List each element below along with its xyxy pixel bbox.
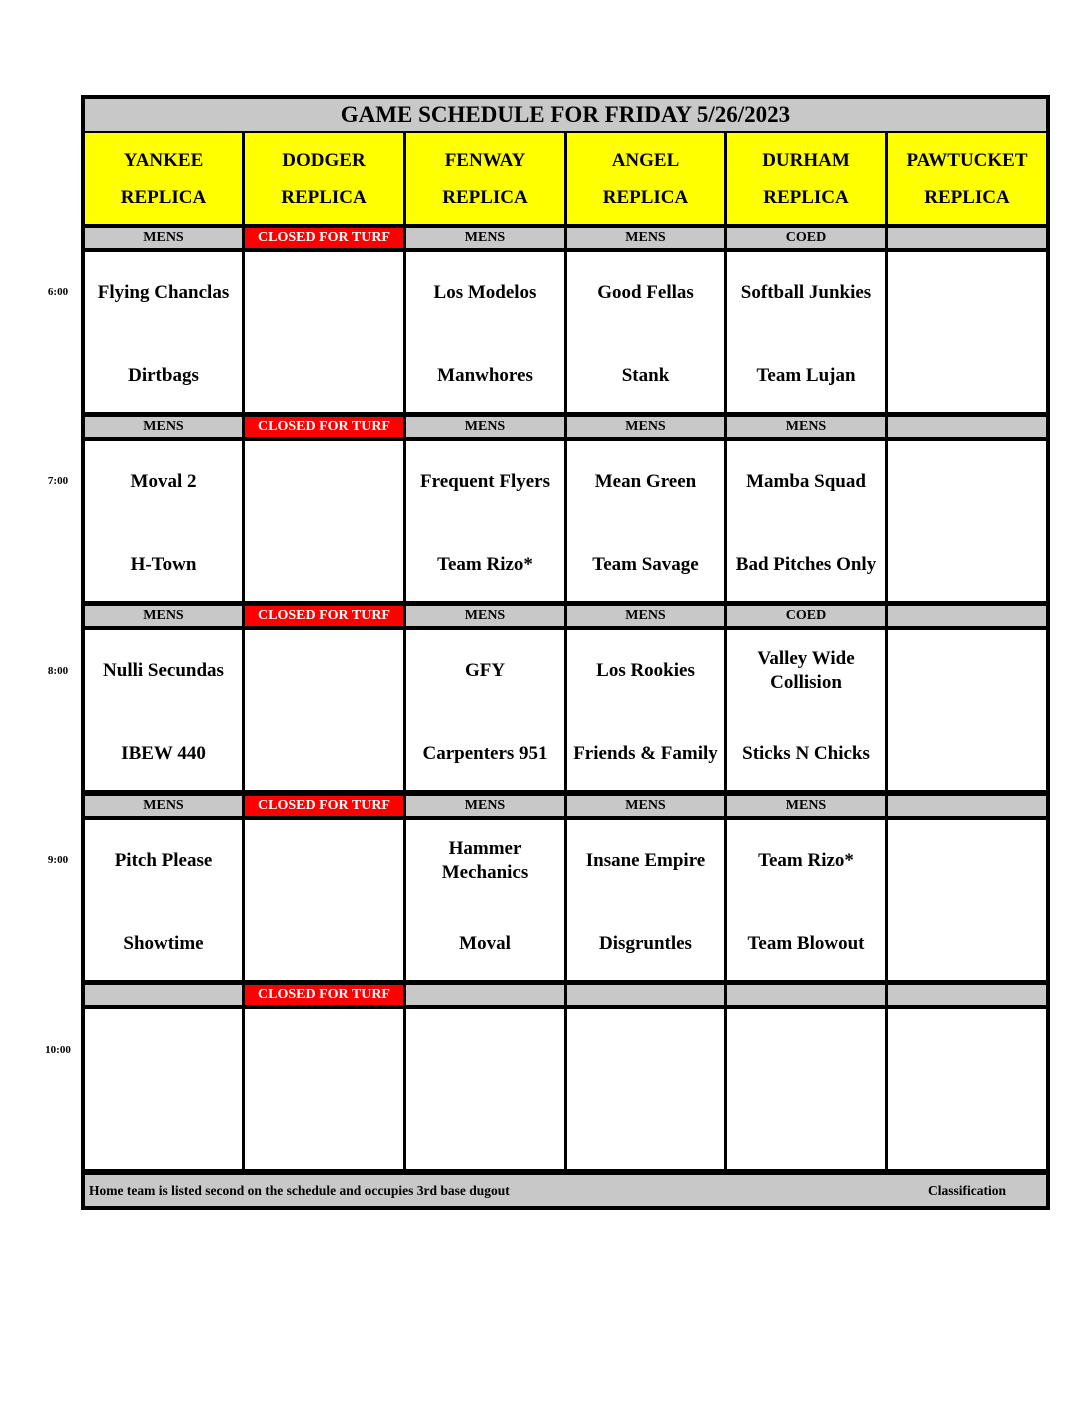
away-team [888, 837, 1046, 885]
away-team [85, 1026, 242, 1074]
away-team [245, 1026, 403, 1074]
home-team: Showtime [123, 933, 204, 954]
away-team: Softball Junkies [740, 282, 872, 303]
venue-yankee [85, 133, 242, 224]
game-cell [888, 630, 1046, 790]
game-cell [727, 252, 885, 412]
game-cell [85, 252, 242, 412]
classification-cell: MENS [567, 417, 724, 437]
home-team: Manwhores [437, 365, 533, 386]
home-team [888, 730, 1046, 778]
home-team: Sticks N Chicks [742, 743, 870, 764]
game-cell [406, 820, 564, 980]
classification-cell [567, 985, 724, 1005]
classification-cell: COED [727, 606, 885, 626]
away-team [245, 837, 403, 885]
time-label: 7:00 [47, 475, 69, 487]
home-team [245, 1109, 403, 1157]
home-team: Team Rizo* [437, 554, 533, 575]
away-team [567, 1026, 724, 1074]
classification-cell: MENS [85, 228, 242, 248]
venue-subtitle: REPLICA [924, 186, 1010, 208]
away-team: Valley Wide Collision [757, 648, 855, 693]
game-cell [727, 1009, 885, 1169]
venue-name: FENWAY [444, 149, 526, 171]
home-team: Dirtbags [128, 365, 199, 386]
home-team: Team Blowout [747, 933, 865, 954]
away-team: Nulli Secundas [103, 660, 224, 681]
classification-cell [888, 985, 1046, 1005]
home-team: Team Savage [592, 554, 699, 575]
game-cell [567, 441, 724, 601]
away-team [727, 1026, 885, 1074]
classification-cell: MENS [406, 796, 564, 816]
classification-cell: CLOSED FOR TURF [245, 985, 403, 1005]
home-team [85, 1109, 242, 1157]
classification-cell: MENS [567, 606, 724, 626]
schedule-title: GAME SCHEDULE FOR FRIDAY 5/26/2023 [85, 99, 1046, 131]
away-team: Los Rookies [596, 660, 695, 681]
home-team [727, 1109, 885, 1157]
game-cell [888, 820, 1046, 980]
classification-label: Classification [928, 1182, 1007, 1198]
venue-name: ANGEL [611, 149, 680, 171]
classification-cell: CLOSED FOR TURF [245, 606, 403, 626]
classification-cell [406, 985, 564, 1005]
home-team [245, 920, 403, 968]
game-cell [85, 630, 242, 790]
game-cell [727, 820, 885, 980]
time-label: 6:00 [47, 286, 69, 298]
venue-subtitle: REPLICA [763, 186, 849, 208]
time-label: 9:00 [47, 854, 69, 866]
home-team [245, 541, 403, 589]
venue-pawtucket [888, 133, 1046, 224]
away-team: GFY [464, 660, 506, 681]
classification-cell: CLOSED FOR TURF [245, 796, 403, 816]
classification-cell [888, 796, 1046, 816]
classification-cell: MENS [727, 796, 885, 816]
classification-cell [85, 985, 242, 1005]
classification-cell: CLOSED FOR TURF [245, 417, 403, 437]
away-team [888, 458, 1046, 506]
away-team: Flying Chanclas [97, 282, 230, 303]
game-cell [406, 252, 564, 412]
classification-cell: MENS [567, 796, 724, 816]
away-team [245, 647, 403, 695]
game-cell [85, 441, 242, 601]
classification-cell: MENS [567, 228, 724, 248]
home-team: Team Lujan [756, 365, 856, 386]
game-cell [245, 441, 403, 601]
schedule-footer [85, 1175, 1046, 1206]
time-label: 8:00 [47, 665, 69, 677]
home-team: Stank [621, 365, 670, 386]
home-team [888, 920, 1046, 968]
game-cell [245, 1009, 403, 1169]
home-team [245, 730, 403, 778]
venue-subtitle: REPLICA [120, 186, 207, 208]
game-cell [727, 441, 885, 601]
away-team: Frequent Flyers [420, 471, 550, 492]
game-cell [85, 1009, 242, 1169]
venue-fenway [406, 133, 564, 224]
away-team [245, 269, 403, 317]
classification-cell [727, 985, 885, 1005]
classification-cell: MENS [727, 417, 885, 437]
game-cell [85, 820, 242, 980]
away-team: Mamba Squad [746, 471, 866, 492]
venue-subtitle: REPLICA [442, 186, 528, 208]
away-team [888, 1026, 1046, 1074]
away-team: Team Rizo* [758, 850, 854, 871]
away-team: Hammer Mechanics [441, 838, 529, 883]
game-cell [567, 630, 724, 790]
classification-cell: CLOSED FOR TURF [245, 228, 403, 248]
game-cell [406, 630, 564, 790]
classification-cell [888, 228, 1046, 248]
away-team [406, 1026, 564, 1074]
home-team [888, 1109, 1046, 1157]
venue-angel [567, 133, 724, 224]
game-cell [888, 1009, 1046, 1169]
home-team [567, 1109, 724, 1157]
away-team: Los Modelos [433, 282, 537, 303]
classification-cell: MENS [406, 606, 564, 626]
away-team: Pitch Please [114, 850, 213, 871]
away-team [245, 458, 403, 506]
venue-subtitle: REPLICA [602, 186, 689, 208]
classification-cell: MENS [406, 228, 564, 248]
away-team: Insane Empire [585, 850, 706, 871]
home-team: Moval [459, 933, 511, 954]
away-team [888, 647, 1046, 695]
classification-cell: COED [727, 228, 885, 248]
away-team: Mean Green [594, 471, 697, 492]
home-team: IBEW 440 [121, 743, 206, 764]
classification-cell: MENS [85, 606, 242, 626]
home-team: Friends & Family [573, 743, 718, 764]
home-team-note: Home team is listed second on the schedule and occupies 3rd base dugout [89, 1182, 510, 1198]
game-cell [567, 820, 724, 980]
home-team: Disgruntles [599, 933, 692, 954]
home-team [888, 352, 1046, 400]
game-cell [245, 630, 403, 790]
home-team: Carpenters 951 [422, 743, 548, 764]
home-team: Bad Pitches Only [735, 554, 877, 575]
home-team [245, 352, 403, 400]
venue-subtitle: REPLICA [281, 186, 367, 208]
away-team [888, 269, 1046, 317]
venue-name: PAWTUCKET [906, 149, 1028, 171]
venue-durham [727, 133, 885, 224]
game-cell [406, 441, 564, 601]
time-label: 10:00 [45, 1044, 71, 1056]
classification-cell [888, 417, 1046, 437]
classification-cell: MENS [406, 417, 564, 437]
game-cell [888, 252, 1046, 412]
venue-dodger [245, 133, 403, 224]
game-cell [245, 820, 403, 980]
home-team [888, 541, 1046, 589]
game-cell [406, 1009, 564, 1169]
venue-name: YANKEE [123, 149, 204, 171]
home-team: H-Town [130, 554, 197, 575]
game-cell [567, 252, 724, 412]
classification-cell [888, 606, 1046, 626]
venue-name: DURHAM [762, 149, 850, 171]
game-cell [245, 252, 403, 412]
game-cell [567, 1009, 724, 1169]
game-cell [888, 441, 1046, 601]
away-team: Good Fellas [597, 282, 694, 303]
game-cell [727, 630, 885, 790]
schedule-table [81, 95, 1050, 1210]
home-team [406, 1109, 564, 1157]
classification-cell: MENS [85, 417, 242, 437]
venue-name: DODGER [282, 149, 366, 171]
classification-cell: MENS [85, 796, 242, 816]
away-team: Moval 2 [130, 471, 197, 492]
